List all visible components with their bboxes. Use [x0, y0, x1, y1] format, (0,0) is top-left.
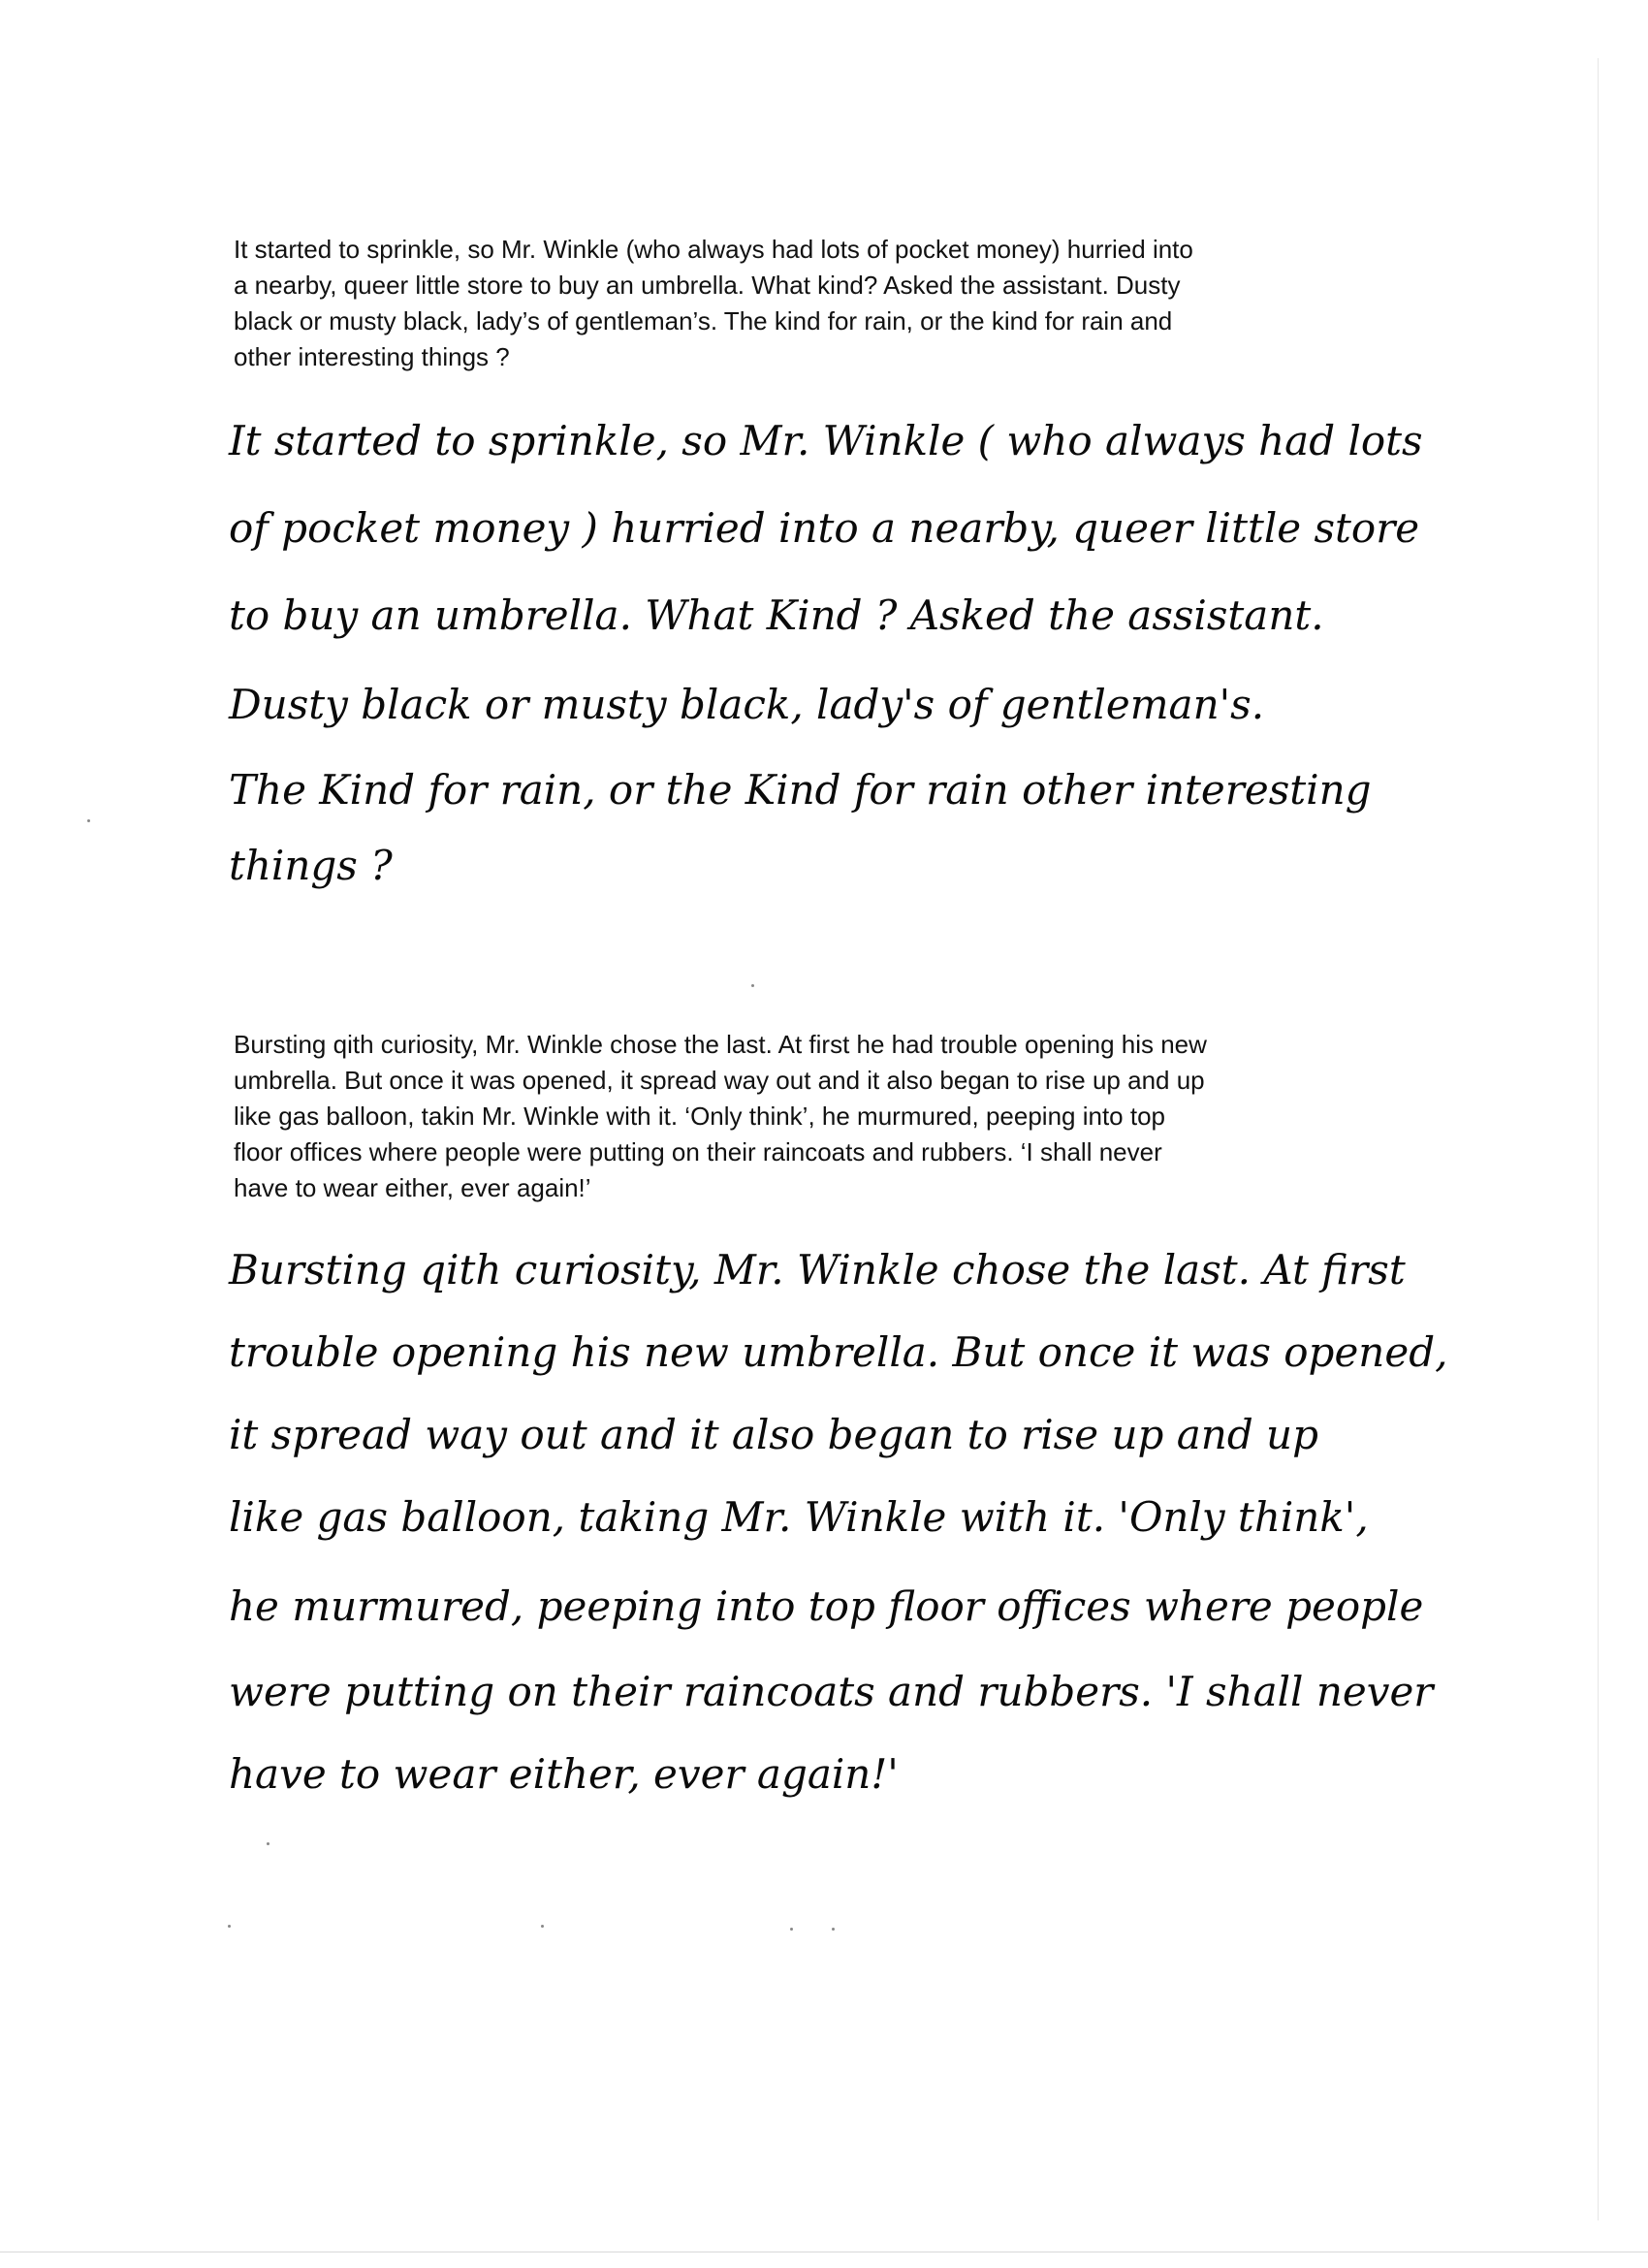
- handwritten-line: to buy an umbrella. What Kind ? Asked the assistant.: [229, 591, 1324, 639]
- page-edge: [1598, 58, 1599, 2220]
- printed-line: have to wear either, ever again!’: [234, 1173, 591, 1202]
- printed-line: It started to sprinkle, so Mr. Winkle (who always had lots of pocket money) hurried into: [234, 235, 1193, 264]
- printed-line: other interesting things ?: [234, 342, 510, 371]
- scan-speck: [751, 984, 754, 987]
- scan-speck: [228, 1925, 231, 1928]
- handwritten-line: Dusty black or musty black, lady's of gentleman's.: [229, 681, 1265, 728]
- printed-line: Bursting qith curiosity, Mr. Winkle chose the last. At first he had trouble opening his new: [234, 1030, 1207, 1059]
- handwritten-line: things ?: [229, 842, 393, 889]
- printed-line: floor offices where people were putting on their raincoats and rubbers. ‘I shall never: [234, 1137, 1162, 1166]
- handwritten-line: trouble opening his new umbrella. But once it was opened,: [229, 1328, 1448, 1376]
- handwritten-line: have to wear either, ever again!': [229, 1750, 899, 1798]
- handwritten-line: he murmured, peeping into top floor offices where people: [229, 1582, 1424, 1630]
- handwritten-line: of pocket money ) hurried into a nearby, queer little store: [229, 504, 1420, 552]
- handwritten-line: it spread way out and it also began to rise up and up: [229, 1411, 1318, 1458]
- handwritten-line: The Kind for rain, or the Kind for rain other interesting: [229, 766, 1372, 814]
- printed-line: black or musty black, lady’s of gentleman’s. The kind for rain, or the kind for rain and: [234, 306, 1173, 335]
- scan-speck: [87, 819, 90, 822]
- printed-line: umbrella. But once it was opened, it spread way out and it also began to rise up and up: [234, 1066, 1205, 1095]
- printed-paragraph-1: [234, 232, 1397, 375]
- printed-paragraph-2: [234, 1027, 1397, 1206]
- handwritten-line: Bursting qith curiosity, Mr. Winkle chose the last. At first: [229, 1246, 1406, 1294]
- scan-speck: [267, 1842, 269, 1845]
- handwritten-line: like gas balloon, taking Mr. Winkle with it. 'Only think',: [229, 1493, 1369, 1541]
- handwritten-line: It started to sprinkle, so Mr. Winkle ( who always had lots: [229, 417, 1423, 464]
- printed-line: a nearby, queer little store to buy an umbrella. What kind? Asked the assistant. Dusty: [234, 271, 1181, 300]
- scan-speck: [541, 1925, 544, 1928]
- scan-speck: [832, 1928, 835, 1931]
- printed-line: like gas balloon, takin Mr. Winkle with it. ‘Only think’, he murmured, peeping into top: [234, 1102, 1166, 1131]
- scan-speck: [790, 1928, 793, 1931]
- handwritten-line: were putting on their raincoats and rubbers. 'I shall never: [229, 1668, 1434, 1715]
